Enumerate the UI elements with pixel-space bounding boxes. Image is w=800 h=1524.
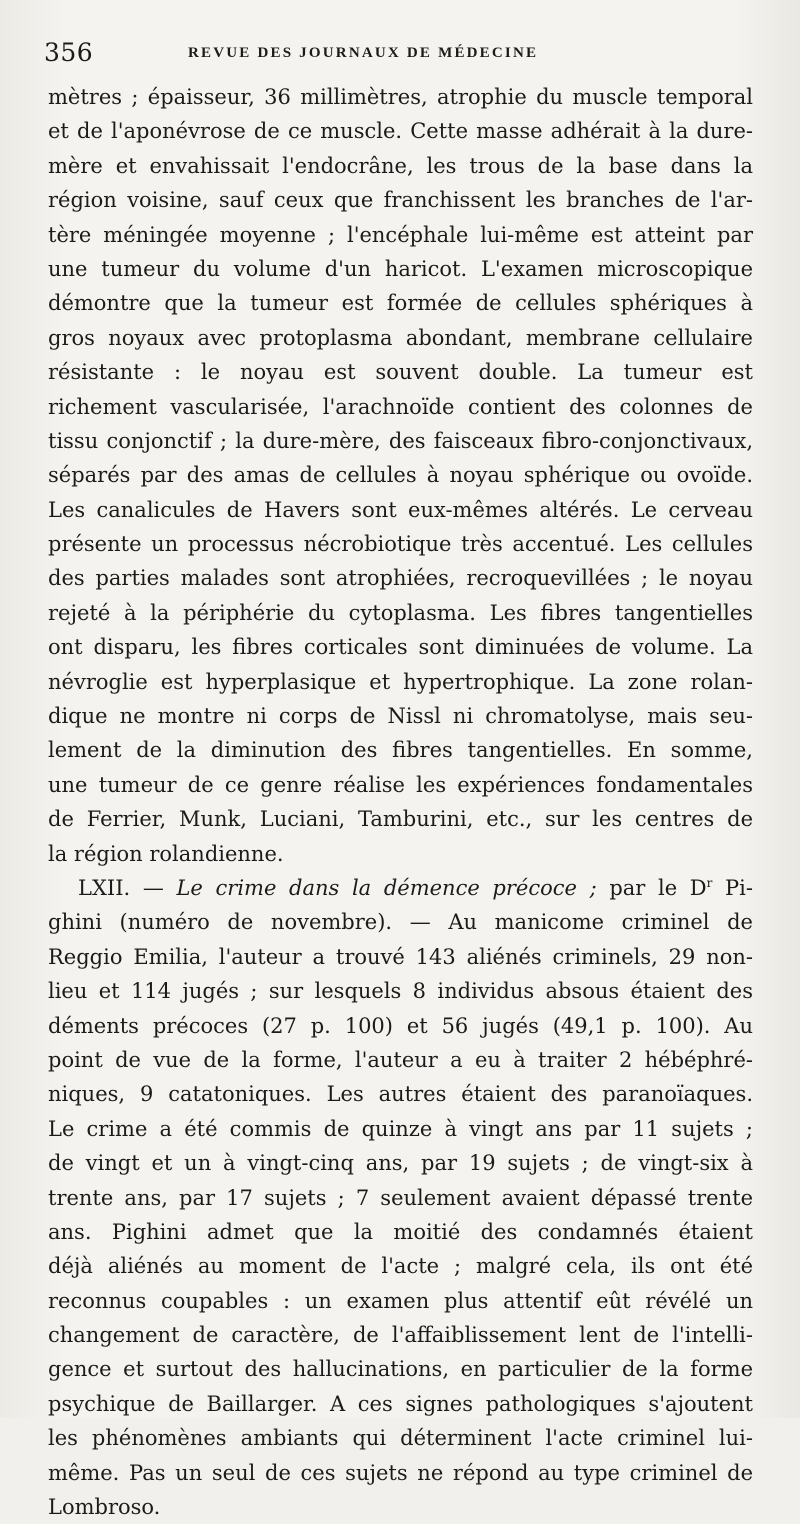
entry-number: LXII. — — [78, 875, 177, 900]
body-text — [48, 80, 753, 1524]
text-line: mère et envahissait l'endocrâne, les trous de la base dans la — [48, 153, 753, 178]
text-line: gros noyaux avec protoplasma abondant, membrane cellulaire — [48, 325, 753, 350]
text-line: des parties malades sont atrophiées, recroquevillées ; le noyau — [48, 566, 753, 591]
text-line: richement vascularisée, l'arachnoïde contient des colonnes de — [48, 394, 753, 419]
text-line: démontre que la tumeur est formée de cellules sphériques à — [48, 291, 753, 316]
text-line: névroglie est hyperplasique et hypertrophique. La zone rolan- — [48, 669, 753, 694]
author-name: Pi- — [712, 875, 753, 900]
text-line: mètres ; épaisseur, 36 millimètres, atrophie du muscle temporal — [48, 85, 753, 109]
text-line: reconnus coupables : un examen plus attentif eût révélé un — [48, 1288, 753, 1313]
text-line: séparés par des amas de cellules à noyau sphérique ou ovoïde. — [48, 463, 753, 488]
text-line: déjà aliénés au moment de l'acte ; malgré cela, ils ont été — [48, 1254, 753, 1279]
text-line: de vingt et un à vingt-cinq ans, par 19 sujets ; de vingt-six à — [48, 1151, 753, 1176]
doctor-superscript: r — [706, 875, 713, 890]
text-line: psychique de Baillarger. A ces signes pathologiques s'ajoutent — [48, 1391, 753, 1416]
text-line: niques, 9 catatoniques. Les autres étaient des paranoïaques. — [48, 1082, 753, 1107]
text-line: déments précoces (27 p. 100) et 56 jugés (49,1 p. 100). Au — [48, 1013, 753, 1038]
text-line: ont disparu, les fibres corticales sont diminuées de volume. La — [48, 635, 753, 660]
text-line: et de l'aponévrose de ce muscle. Cette masse adhérait à la dure- — [48, 119, 753, 144]
entry-byline: par le D — [596, 875, 707, 900]
text-line: trente ans, par 17 sujets ; 7 seulement avaient dépassé trente — [48, 1185, 753, 1210]
text-line: présente un processus nécrobiotique très accentué. Les cellules — [48, 532, 753, 557]
text-line: dique ne montre ni corps de Nissl ni chromatolyse, mais seu- — [48, 704, 753, 729]
running-head: REVUE DES JOURNAUX DE MÉDECINE — [188, 45, 539, 61]
text-line: une tumeur de ce genre réalise les expériences fondamentales — [48, 772, 753, 797]
text-line: lieu et 114 jugés ; sur lesquels 8 individus absous étaient des — [48, 979, 753, 1004]
text-line: résistante : le noyau est souvent double. La tumeur est — [48, 360, 753, 385]
text-line: Les canalicules de Havers sont eux-mêmes altérés. Le cerveau — [48, 497, 753, 522]
review-entry-lxii — [48, 871, 753, 1524]
text-line: changement de caractère, de l'affaiblissement lent de l'intelli- — [48, 1323, 753, 1348]
text-line: Lombroso. — [48, 1495, 161, 1520]
text-line: point de vue de la forme, l'auteur a eu à traiter 2 hébéphré- — [48, 1047, 753, 1072]
text-line: même. Pas un seul de ces sujets ne répond au type criminel de — [48, 1460, 753, 1485]
text-line: tissu conjonctif ; la dure-mère, des faisceaux fibro-conjonctivaux, — [48, 428, 753, 453]
entry-heading-line — [48, 871, 753, 905]
text-line: lement de la diminution des fibres tangentielles. En somme, — [48, 738, 753, 763]
text-line: une tumeur du volume d'un haricot. L'examen microscopique — [48, 256, 753, 281]
text-line: ghini (numéro de novembre). — Au manicome criminel de — [48, 910, 753, 935]
text-line: ans. Pighini admet que la moitié des condamnés étaient — [48, 1219, 753, 1244]
page-number: 356 — [44, 38, 94, 67]
text-line: rejeté à la périphérie du cytoplasma. Les fibres tangentielles — [48, 600, 753, 625]
text-line: de Ferrier, Munk, Luciani, Tamburini, etc., sur les centres de — [48, 807, 753, 832]
text-line: Le crime a été commis de quinze à vingt ans par 11 sujets ; — [48, 1116, 753, 1141]
text-line: la région rolandienne. — [48, 841, 284, 866]
text-line: gence et surtout des hallucinations, en particulier de la forme — [48, 1357, 753, 1382]
text-line: Reggio Emilia, l'auteur a trouvé 143 aliénés criminels, 29 non- — [48, 944, 753, 969]
text-line: les phénomènes ambiants qui déterminent l'acte criminel lui- — [48, 1426, 753, 1451]
article-title: Le crime dans la démence précoce ; — [176, 875, 597, 900]
paragraph-continuation — [48, 80, 753, 871]
page-header — [44, 38, 760, 68]
text-line: tère méningée moyenne ; l'encéphale lui-même est atteint par — [48, 222, 753, 247]
text-line: région voisine, sauf ceux que franchissent les branches de l'ar- — [48, 188, 753, 213]
